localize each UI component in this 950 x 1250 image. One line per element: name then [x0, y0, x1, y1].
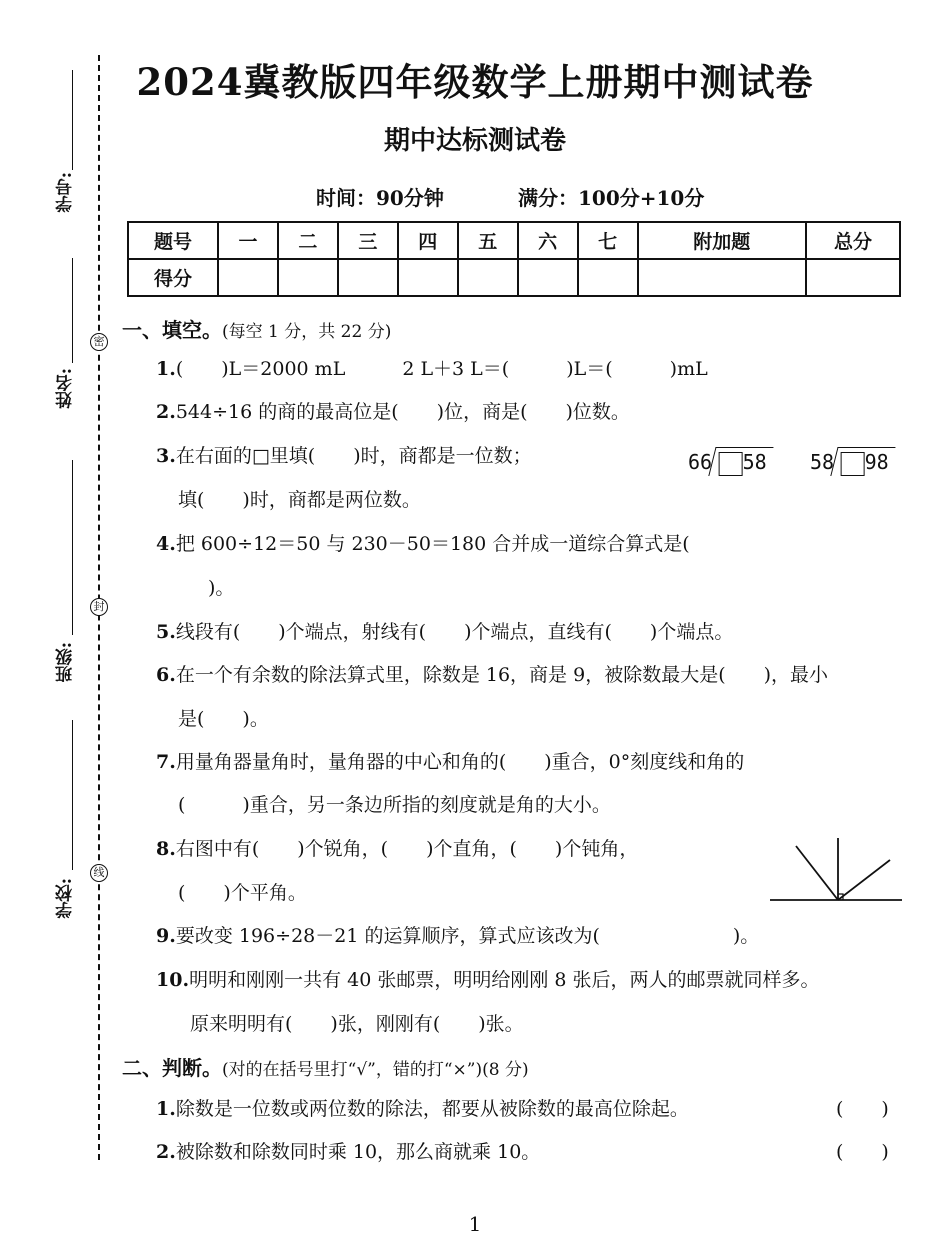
score-cell[interactable] [218, 259, 278, 296]
question-text: 544÷16 的商的最高位是( )位，商是( )位数。 [175, 401, 630, 423]
margin-label-student-id: 学号: [56, 172, 76, 213]
score-header-cell: 一 [218, 222, 278, 259]
seal-xian: 线 [90, 864, 108, 882]
question-number: 9. [156, 925, 176, 947]
question-number: 1. [156, 358, 176, 380]
angle-ray-right [838, 860, 890, 900]
dividend-digits: 58 [742, 450, 767, 474]
margin-label-name: 姓名: [56, 368, 76, 409]
judge-bracket-2[interactable]: ( ) [836, 1141, 889, 1163]
margin-line-class [72, 460, 73, 635]
question-4-cont: )。 [208, 577, 235, 599]
score-header-cell: 四 [398, 222, 458, 259]
question-text: 把 600÷12＝50 与 230－50＝180 合并成一道综合算式是( [175, 533, 690, 555]
score-header-cell: 题号 [128, 222, 218, 259]
seal-mi: 密 [90, 333, 108, 351]
question-text: 被除数和除数同时乘 10，那么商就乘 10。 [175, 1141, 541, 1163]
question-text: 在一个有余数的除法算式里，除数是 16，商是 9，被除数最大是( )，最小 [175, 664, 829, 686]
question-text: 明明和刚刚一共有 40 张邮票，明明给刚刚 8 张后，两人的邮票就同样多。 [189, 969, 820, 991]
question-text: ( )L＝2000 mL 2 L＋3 L＝( )L＝( )mL [175, 358, 708, 380]
question-number: 7. [156, 751, 176, 773]
question-text: 用量角器量角时，量角器的中心和角的( )重合，0°刻度线和角的 [175, 751, 745, 773]
question-7-cont: ( )重合，另一条边所指的刻度就是角的大小。 [178, 794, 611, 816]
question-3 [156, 443, 532, 469]
angle-ray-left [796, 846, 838, 900]
score-cell[interactable] [278, 259, 338, 296]
margin-line-name [72, 258, 73, 363]
question-number: 6. [156, 664, 176, 686]
question-text: 在右面的□里填( )时，商都是一位数； [175, 445, 532, 467]
divisor: 58 [810, 450, 835, 474]
page-subtitle: 期中达标测试卷 [383, 126, 566, 156]
page-number: 1 [468, 1212, 482, 1236]
score-cell[interactable] [398, 259, 458, 296]
question-6-cont: 是( )。 [178, 708, 269, 730]
score-header-cell: 五 [458, 222, 518, 259]
score-table [127, 221, 901, 297]
score-cell[interactable] [458, 259, 518, 296]
judge-question-1 [156, 1096, 689, 1122]
question-number: 3. [156, 445, 176, 467]
question-number: 1. [156, 1098, 176, 1120]
section1-note: (每空 1 分，共 22 分) [222, 322, 392, 342]
dividend-digits: 98 [864, 450, 889, 474]
question-number: 5. [156, 621, 176, 643]
score-cell[interactable] [638, 259, 806, 296]
angle-figure [768, 836, 904, 904]
question-3-cont: 填( )时，商都是两位数。 [178, 489, 421, 511]
section1-title: 一、填空。 [122, 318, 222, 342]
question-8 [156, 836, 638, 862]
judge-bracket-1[interactable]: ( ) [836, 1098, 889, 1120]
question-6 [156, 662, 828, 688]
margin-label-school: 学校: [56, 878, 76, 919]
score-cell[interactable] [338, 259, 398, 296]
long-division-1 [688, 447, 770, 476]
question-10-cont: 原来明明有( )张，刚刚有( )张。 [190, 1013, 524, 1035]
question-number: 2. [156, 1141, 176, 1163]
score-header-cell: 总分 [806, 222, 900, 259]
score-cell[interactable] [806, 259, 900, 296]
long-division-2 [810, 447, 892, 476]
seal-feng: 封 [90, 598, 108, 616]
score-table-header-row [128, 222, 900, 259]
question-text: 右图中有( )个锐角，( )个直角，( )个钝角， [175, 838, 639, 860]
score-header-cell: 三 [338, 222, 398, 259]
score-header-cell: 七 [578, 222, 638, 259]
blank-square[interactable] [719, 452, 743, 476]
question-text: 线段有( )个端点，射线有( )个端点，直线有( )个端点。 [175, 621, 734, 643]
blank-square[interactable] [841, 452, 865, 476]
section1-heading [122, 314, 391, 343]
exam-time: 时间：90分钟 [316, 186, 444, 210]
question-5 [156, 619, 733, 645]
score-cell[interactable] [518, 259, 578, 296]
section2-title: 二、判断。 [122, 1056, 222, 1080]
score-table-score-row [128, 259, 900, 296]
question-text: 除数是一位数或两位数的除法，都要从被除数的最高位除起。 [175, 1098, 689, 1120]
question-number: 10. [156, 969, 190, 991]
question-text: 要改变 196÷28－21 的运算顺序，算式应该改为( )。 [175, 925, 760, 947]
score-cell[interactable] [578, 259, 638, 296]
question-7 [156, 749, 744, 775]
exam-full-score: 满分：100分+10分 [518, 186, 705, 210]
margin-line-school [72, 720, 73, 870]
section2-note: (对的在括号里打“√”，错的打“×”)(8 分) [222, 1060, 529, 1080]
score-header-cell: 附加题 [638, 222, 806, 259]
question-4 [156, 531, 690, 557]
question-2 [156, 399, 630, 425]
divisor: 66 [688, 450, 713, 474]
question-number: 2. [156, 401, 176, 423]
margin-label-class: 班级: [56, 642, 76, 683]
question-number: 4. [156, 533, 176, 555]
question-number: 8. [156, 838, 176, 860]
question-8-cont: ( )个平角。 [178, 882, 307, 904]
score-header-cell: 六 [518, 222, 578, 259]
score-row-label: 得分 [128, 259, 218, 296]
question-10 [156, 967, 820, 993]
score-header-cell: 二 [278, 222, 338, 259]
question-9 [156, 923, 759, 949]
section2-heading [122, 1052, 529, 1081]
question-1 [156, 356, 708, 382]
judge-question-2 [156, 1139, 540, 1165]
page-title: 2024冀教版四年级数学上册期中测试卷 [136, 60, 814, 104]
